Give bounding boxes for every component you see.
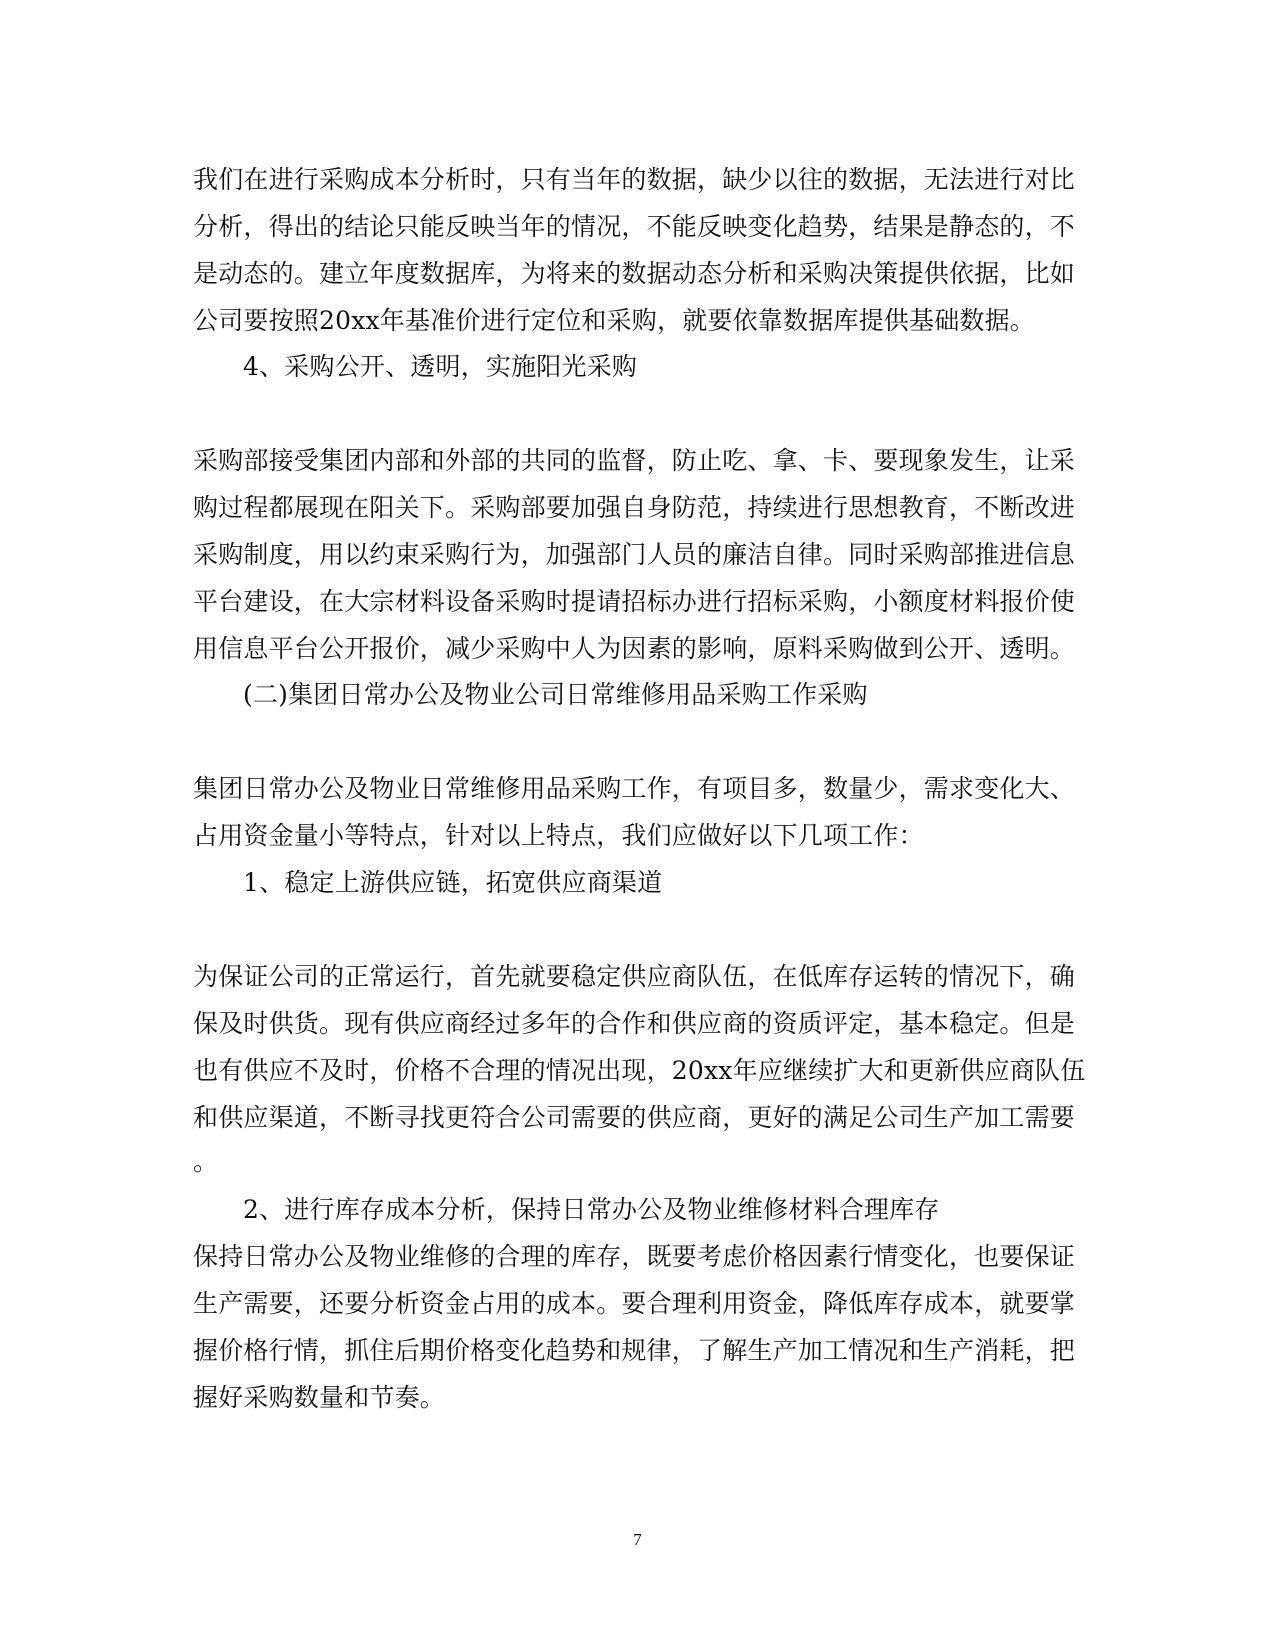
body-line-3: 是动态的。建立年度数据库，为将来的数据动态分析和采购决策提供依据，比如 xyxy=(193,259,1076,288)
body-line-5: 采购部接受集团内部和外部的共同的监督，防止吃、拿、卡、要现象发生，让采 xyxy=(193,446,1076,475)
body-line-8: 平台建设，在大宗材料设备采购时提请招标办进行招标采购，小额度材料报价使 xyxy=(193,587,1076,616)
body-line-18: 生产需要，还要分析资金占用的成本。要合理利用资金，降低库存成本，就要掌 xyxy=(193,1289,1076,1318)
body-line-12: 为保证公司的正常运行，首先就要稳定供应商队伍，在低库存运转的情况下，确 xyxy=(193,962,1076,991)
section-heading-1: 1、稳定上游供应链，拓宽供应商渠道 xyxy=(243,868,663,897)
body-line-7: 采购制度，用以约束采购行为，加强部门人员的廉洁自律。同时采购部推进信息 xyxy=(193,540,1076,569)
body-line-9: 用信息平台公开报价，减少采购中人为因素的影响，原料采购做到公开、透明。 xyxy=(193,634,1076,663)
page-number: 7 xyxy=(633,1530,642,1549)
body-line-13: 保及时供货。现有供应商经过多年的合作和供应商的资质评定，基本稳定。但是 xyxy=(193,1009,1076,1038)
body-line-16: 。 xyxy=(193,1147,219,1176)
body-line-15: 和供应渠道，不断寻找更符合公司需要的供应商，更好的满足公司生产加工需要 xyxy=(193,1103,1076,1132)
body-line-14: 也有供应不及时，价格不合理的情况出现，20xx年应继续扩大和更新供应商队伍 xyxy=(193,1056,1086,1085)
section-heading-2b: 2、进行库存成本分析，保持日常办公及物业维修材料合理库存 xyxy=(243,1195,940,1224)
body-line-1: 我们在进行采购成本分析时，只有当年的数据，缺少以往的数据，无法进行对比 xyxy=(193,165,1076,194)
body-line-20: 握好采购数量和节奏。 xyxy=(193,1383,446,1412)
body-line-11: 占用资金量小等特点，针对以上特点，我们应做好以下几项工作： xyxy=(193,821,924,850)
section-heading-2: (二)集团日常办公及物业公司日常维修用品采购工作采购 xyxy=(243,680,868,709)
body-line-17: 保持日常办公及物业维修的合理的库存，既要考虑价格因素行情变化，也要保证 xyxy=(193,1242,1076,1271)
body-line-19: 握价格行情，抓住后期价格变化趋势和规律，了解生产加工情况和生产消耗，把 xyxy=(193,1336,1076,1365)
body-line-4: 公司要按照20xx年基准价进行定位和采购，就要依靠数据库提供基础数据。 xyxy=(193,306,1036,335)
section-heading-4: 4、采购公开、透明，实施阳光采购 xyxy=(243,352,638,381)
body-line-6: 购过程都展现在阳关下。采购部要加强自身防范，持续进行思想教育，不断改进 xyxy=(193,493,1076,522)
body-line-2: 分析，得出的结论只能反映当年的情况，不能反映变化趋势，结果是静态的，不 xyxy=(193,212,1076,241)
body-line-10: 集团日常办公及物业日常维修用品采购工作，有项目多，数量少，需求变化大、 xyxy=(193,774,1076,803)
